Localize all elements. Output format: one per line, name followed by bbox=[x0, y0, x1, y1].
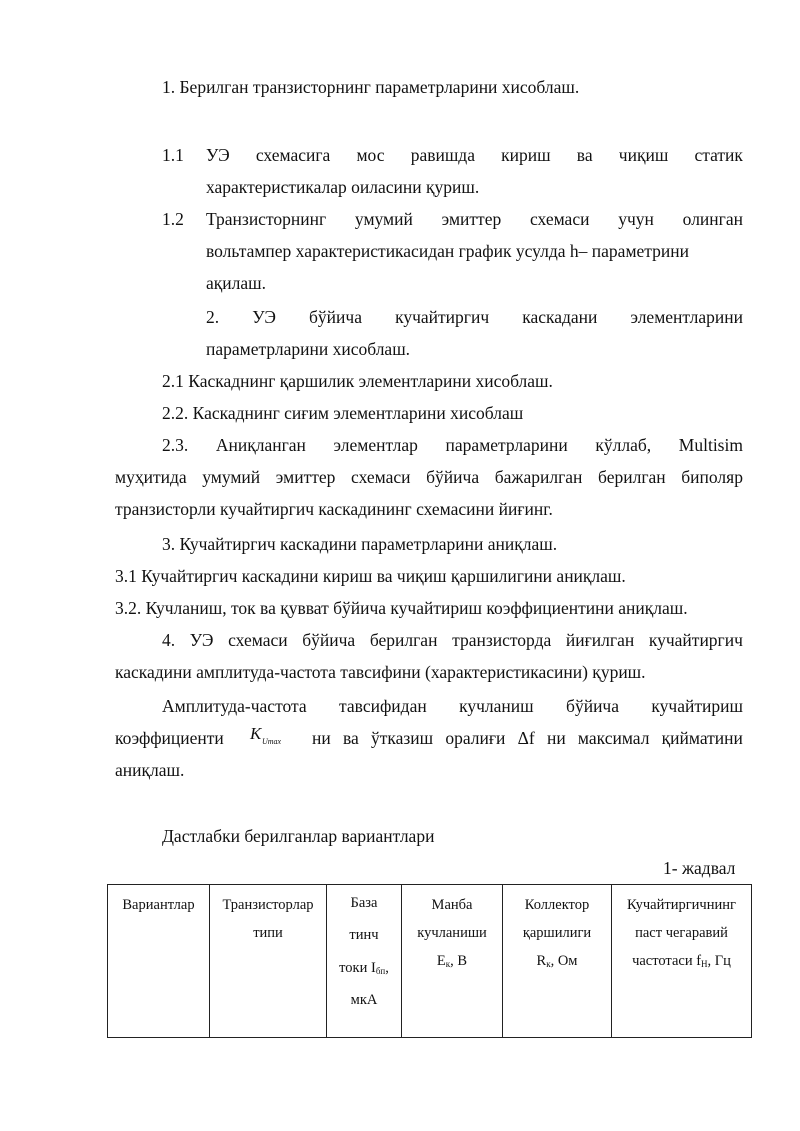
k-umax-symbol: K bbox=[250, 724, 262, 743]
word: мос bbox=[356, 145, 385, 165]
header-base-end: , bbox=[385, 960, 389, 976]
word: умумий bbox=[354, 209, 413, 229]
section-2-heading-line-1 bbox=[206, 306, 743, 328]
word: ва bbox=[342, 728, 359, 748]
table-header-lower-cutoff-frequency bbox=[612, 885, 752, 1038]
header-transistor-line-1: Транзисторлар bbox=[222, 897, 314, 913]
item-1-1-number: 1.1 bbox=[162, 145, 184, 165]
parameters-table bbox=[107, 884, 752, 1038]
table-header-supply-voltage bbox=[402, 885, 503, 1038]
word: бўйича bbox=[426, 467, 480, 487]
section-4-heading-line-1 bbox=[162, 629, 743, 651]
word: схемаси bbox=[529, 209, 590, 229]
word: берилган bbox=[369, 630, 438, 650]
item-2-3-line-2 bbox=[115, 466, 743, 488]
word: кучайтиргич bbox=[648, 630, 743, 650]
word: УЭ bbox=[189, 630, 214, 650]
item-1-1-line-1 bbox=[206, 144, 743, 166]
word: Аниқланган bbox=[215, 435, 306, 455]
word: бўйича bbox=[566, 696, 619, 716]
word: статик bbox=[694, 145, 743, 165]
section-2-heading-line-2: параметрларини хисоблаш. bbox=[206, 339, 411, 359]
word: кучланиш bbox=[459, 696, 534, 716]
header-supply-end: , В bbox=[450, 953, 468, 969]
table-header-row bbox=[108, 885, 752, 1038]
item-1-1-line-2: характеристикалар оиласини қуриш. bbox=[206, 177, 480, 197]
word: биполяр bbox=[681, 467, 743, 487]
table-header-base-current bbox=[327, 885, 402, 1038]
header-base-line-1: База bbox=[350, 895, 378, 911]
word: каскадани bbox=[522, 307, 598, 327]
header-frequency-line-2: паст чегаравий bbox=[635, 925, 728, 941]
header-base-line-4: мкА bbox=[350, 992, 378, 1008]
header-collector-subscript: к bbox=[546, 959, 551, 969]
word: оралиғи bbox=[445, 728, 506, 748]
section-1-heading: 1. Берилган транзисторнинг параметрларини хисоблаш. bbox=[162, 77, 580, 97]
table-header-variants bbox=[108, 885, 210, 1038]
header-base-line-2: тинч bbox=[349, 927, 379, 943]
word: кўллаб, bbox=[595, 435, 652, 455]
word: қийматини bbox=[661, 728, 743, 748]
section-4-heading-line-2: каскадини амплитуда-частота тавсифини (характеристикасини) қуриш. bbox=[115, 662, 646, 682]
header-supply-line-1: Манба bbox=[431, 897, 473, 913]
item-2-3-line-1 bbox=[162, 434, 743, 456]
header-collector-line-1: Коллектор bbox=[524, 897, 590, 913]
word: равишда bbox=[410, 145, 475, 165]
header-collector-end: , Ом bbox=[550, 953, 578, 969]
word: бажарилган bbox=[494, 467, 583, 487]
word: олинган bbox=[682, 209, 743, 229]
paragraph-line-2-start: коэффициенти bbox=[115, 728, 224, 748]
word: 2.3. bbox=[162, 435, 189, 455]
header-collector-text: R bbox=[536, 953, 547, 969]
header-frequency-line-1: Кучайтиргичнинг bbox=[627, 897, 736, 913]
header-collector-line-2: қаршилиги bbox=[522, 925, 592, 941]
word: Multisim bbox=[678, 435, 743, 455]
header-supply-line-3 bbox=[405, 947, 499, 978]
section-3-heading: 3. Кучайтиргич каскадини параметрларини аниқлаш. bbox=[162, 534, 558, 554]
item-2-2: 2.2. Каскаднинг сиғим элементларини хисоблаш bbox=[162, 403, 524, 423]
word: Δf bbox=[517, 728, 535, 748]
word: кучайтириш bbox=[651, 696, 743, 716]
word: кириш bbox=[501, 145, 551, 165]
word: элементларини bbox=[630, 307, 743, 327]
header-collector-line-3 bbox=[506, 947, 608, 978]
paragraph-line-2-rest bbox=[312, 727, 743, 749]
header-frequency-subscript: Н bbox=[701, 959, 708, 969]
item-2-3-line-3: транзисторли кучайтиргич каскадининг схемасини йиғинг. bbox=[115, 499, 553, 519]
word: умумий bbox=[202, 467, 261, 487]
word: схемаси bbox=[228, 630, 288, 650]
item-2-1: 2.1 Каскаднинг қаршилик элементларини хисоблаш. bbox=[162, 371, 553, 391]
word: ва bbox=[576, 145, 593, 165]
word: бўйича bbox=[309, 307, 362, 327]
word: 4. bbox=[162, 630, 176, 650]
header-base-subscript: бп bbox=[375, 966, 386, 976]
word: схемасига bbox=[255, 145, 331, 165]
paragraph-line-3: аниқлаш. bbox=[115, 760, 185, 780]
word: ни bbox=[312, 728, 331, 748]
header-transistor-line-2: типи bbox=[253, 925, 283, 941]
paragraph-line-1 bbox=[162, 695, 743, 717]
table-header-transistor-type bbox=[210, 885, 327, 1038]
k-umax-subscript: Umax bbox=[262, 737, 282, 746]
table-header-collector-resistance bbox=[503, 885, 612, 1038]
item-3-1: 3.1 Кучайтиргич каскадини кириш ва чиқиш қаршилигини аниқлаш. bbox=[115, 566, 626, 586]
word: берилган bbox=[598, 467, 666, 487]
word: кучайтиргич bbox=[395, 307, 490, 327]
item-3-2: 3.2. Кучланиш, ток ва қувват бўйича кучайтириш коэффициентини аниқлаш. bbox=[115, 598, 688, 618]
word: УЭ bbox=[252, 307, 276, 327]
word: максимал bbox=[577, 728, 650, 748]
header-variants-label: Вариантлар bbox=[122, 897, 195, 913]
word: 2. bbox=[206, 307, 220, 327]
header-frequency-text: частотаси f bbox=[632, 953, 702, 969]
header-supply-text: E bbox=[436, 953, 446, 969]
word: ўтказиш bbox=[370, 728, 434, 748]
word: Транзисторнинг bbox=[206, 209, 327, 229]
table-intro: Дастлабки берилганлар вариантлари bbox=[162, 826, 435, 846]
word: параметрларини bbox=[445, 435, 568, 455]
word: схемаси bbox=[351, 467, 411, 487]
header-supply-line-2: кучланиши bbox=[417, 925, 487, 941]
word: транзисторда bbox=[452, 630, 552, 650]
table-caption: 1- жадвал bbox=[663, 858, 736, 878]
word: йиғилган bbox=[565, 630, 635, 650]
word: элементлар bbox=[333, 435, 418, 455]
header-base-text: токи I bbox=[339, 960, 376, 976]
header-supply-subscript: к bbox=[445, 959, 451, 969]
word: чиқиш bbox=[618, 145, 669, 165]
word: бўйича bbox=[302, 630, 356, 650]
word: ни bbox=[546, 728, 566, 748]
word: Амплитуда-частота bbox=[162, 696, 307, 716]
header-frequency-end: , Гц bbox=[707, 953, 731, 969]
word: эмиттер bbox=[441, 209, 502, 229]
word: тавсифидан bbox=[339, 696, 427, 716]
header-base-line-3 bbox=[330, 955, 398, 984]
word: УЭ bbox=[206, 145, 230, 165]
item-1-2-line-1 bbox=[206, 208, 743, 230]
word: учун bbox=[618, 209, 654, 229]
item-1-2-line-2: вольтампер характеристикасидан график усулда h– параметрини bbox=[206, 241, 690, 261]
item-1-2-number: 1.2 bbox=[162, 209, 184, 229]
word: эмиттер bbox=[275, 467, 336, 487]
word: муҳитида bbox=[115, 467, 187, 487]
header-frequency-line-3 bbox=[615, 947, 748, 978]
item-1-2-line-3: ақилаш. bbox=[206, 273, 266, 293]
